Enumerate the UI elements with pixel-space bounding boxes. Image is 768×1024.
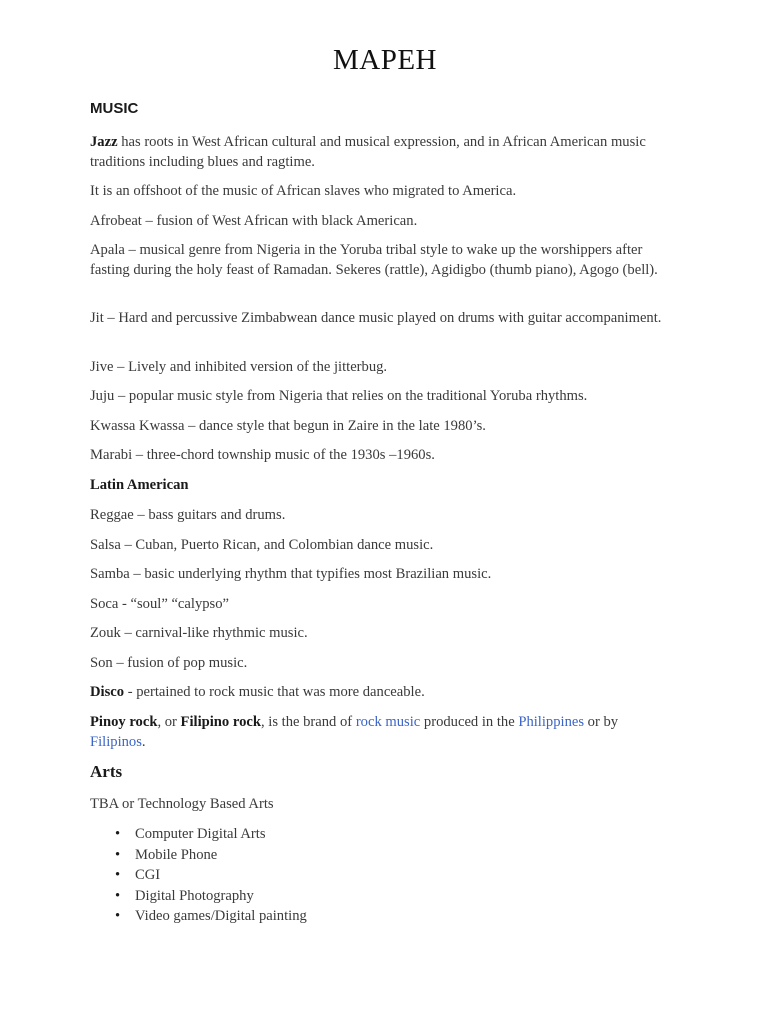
list-item (90, 886, 307, 907)
list-item (90, 845, 307, 866)
pinoy-end: . (141, 734, 146, 750)
list-item-label: Mobile Phone (135, 846, 218, 863)
son-paragraph: Son – fusion of pop music. (90, 655, 248, 671)
list-item-label: Digital Photography (135, 887, 254, 904)
music-heading: MUSIC (90, 100, 139, 117)
juju-paragraph: Juju – popular music style from Nigeria that relies on the traditional Yoruba rhythms. (90, 388, 588, 404)
kwassa-paragraph: Kwassa Kwassa – dance style that begun in Zaire in the late 1980’s. (90, 418, 486, 434)
list-item-label: Video games/Digital painting (135, 908, 307, 924)
jit-paragraph: Jit – Hard and percussive Zimbabwean dance music played on drums with guitar accompaniment. (90, 310, 662, 326)
soca-paragraph: Soca - “soul” “calypso” (90, 596, 229, 612)
disco-term: Disco (90, 684, 125, 700)
jazz-term: Jazz (90, 134, 118, 150)
apala-paragraph: Apala – musical genre from Nigeria in the Yoruba tribal style to wake up the worshippers after fasting during the holy feast of Ramadan. Sekeres (rattle), Agidigbo (thumb piano), Agogo (bell). (90, 242, 658, 278)
salsa-paragraph: Salsa – Cuban, Puerto Rican, and Colombian dance music. (90, 537, 434, 553)
samba-paragraph: Samba – basic underlying rhythm that typifies most Brazilian music. (90, 566, 492, 582)
bullet-icon: • (115, 908, 121, 924)
zouk-paragraph: Zouk – carnival-like rhythmic music. (90, 625, 308, 641)
filipino-rock-term: Filipino rock (180, 714, 261, 730)
jazz-text: has roots in West African cultural and musical expression, and in African American music traditions including blues and ragtime. (90, 134, 646, 170)
afrobeat-paragraph: Afrobeat – fusion of West African with black American. (90, 213, 418, 229)
pinoy-sep-1: , or (157, 714, 181, 730)
marabi-paragraph: Marabi – three-chord township music of the 1930s –1960s. (90, 447, 435, 463)
offshoot-paragraph: It is an offshoot of the music of African slaves who migrated to America. (90, 183, 517, 199)
list-item-label: Computer Digital Arts (135, 826, 266, 842)
arts-heading: Arts (90, 762, 123, 781)
arts-list (90, 824, 307, 927)
pinoy-rock-paragraph (90, 712, 680, 752)
philippines-link[interactable]: Philippines (518, 714, 585, 730)
pinoy-sep-3: produced in the (420, 714, 519, 730)
disco-paragraph (90, 682, 680, 702)
page-title: MAPEH (332, 44, 437, 76)
list-item (90, 824, 307, 845)
disco-text: - pertained to rock music that was more danceable. (124, 684, 425, 700)
bullet-icon: • (115, 867, 121, 883)
bullet-icon: • (115, 846, 121, 863)
rock-music-link[interactable]: rock music (355, 714, 421, 730)
list-item-label: CGI (135, 867, 161, 883)
pinoy-rock-term: Pinoy rock (90, 714, 158, 730)
bullet-icon: • (115, 826, 121, 842)
jazz-paragraph (90, 132, 680, 172)
latin-american-label: Latin American (90, 477, 189, 493)
list-item (90, 906, 307, 927)
latin-american-heading (90, 475, 680, 495)
jive-paragraph: Jive – Lively and inhibited version of the jitterbug. (90, 359, 388, 375)
reggae-paragraph: Reggae – bass guitars and drums. (90, 507, 286, 523)
pinoy-sep-4: or by (584, 714, 619, 730)
tba-intro: TBA or Technology Based Arts (90, 796, 274, 812)
filipinos-link[interactable]: Filipinos (90, 734, 142, 750)
pinoy-sep-2: , is the brand of (260, 714, 356, 730)
bullet-icon: • (115, 887, 121, 904)
list-item (90, 865, 307, 886)
